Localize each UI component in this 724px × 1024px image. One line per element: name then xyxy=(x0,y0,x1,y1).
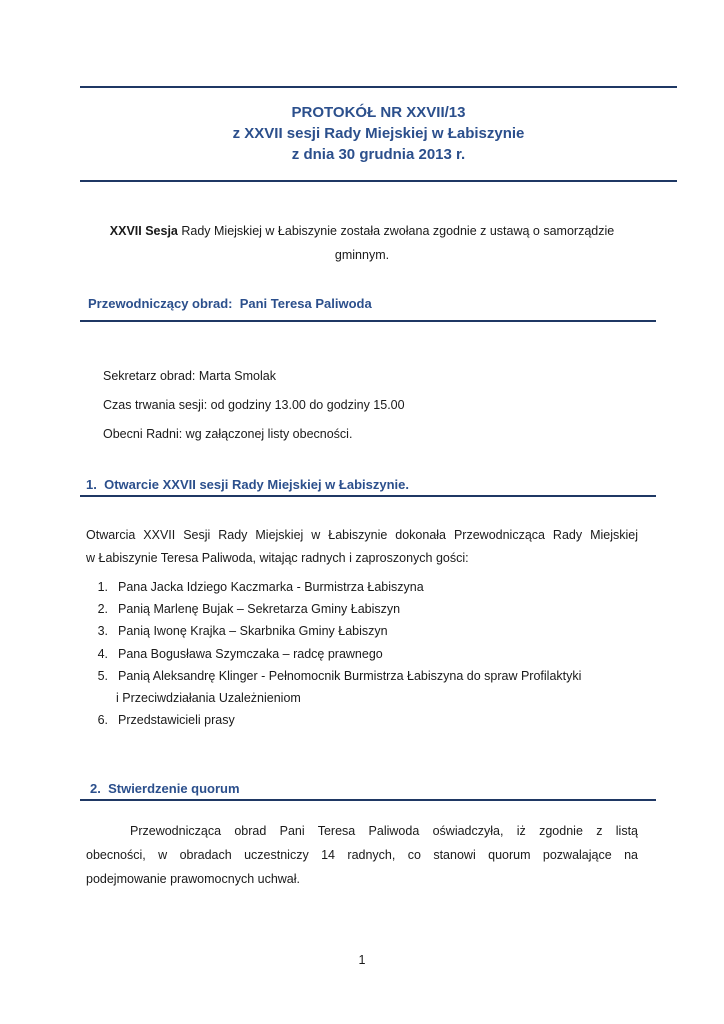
secretary-line: Sekretarz obrad: Marta Smolak xyxy=(103,369,276,383)
document-title-line1: PROTOKÓŁ NR XXVII/13 xyxy=(291,104,466,121)
section2-heading-rule xyxy=(80,799,656,801)
section2-paragraph-line3: podejmowanie prawomocnych uchwał. xyxy=(86,872,301,886)
list-item xyxy=(94,623,654,639)
document-title-line2: z XXVII sesji Rady Miejskiej w Łabiszynie xyxy=(232,125,525,142)
section2-number: 2. xyxy=(90,781,101,796)
list-item-text: Panią Aleksandrę Klinger - Pełnomocnik Burmistrza Łabiszyna do spraw Profilaktyki xyxy=(118,669,582,683)
section2-heading xyxy=(90,781,240,797)
intro-paragraph-line1 xyxy=(80,223,644,239)
section1-heading xyxy=(86,477,409,493)
intro-bold: XXVII Sesja xyxy=(109,224,178,238)
chair-heading xyxy=(88,296,372,312)
section1-paragraph-line2: w Łabiszynie Teresa Paliwoda, witając radnych i zaproszonych gości: xyxy=(86,551,469,565)
duration-line: Czas trwania sesji: od godziny 13.00 do godziny 15.00 xyxy=(103,398,405,412)
header-bottom-rule xyxy=(80,180,677,182)
intro-paragraph-line2: gminnym. xyxy=(334,248,390,262)
list-item-text: Panią Iwonę Krajka – Skarbnika Gminy Łabiszyn xyxy=(118,624,388,638)
list-item xyxy=(94,712,654,728)
list-item-text: Panią Marlenę Bujak – Sekretarza Gminy Łabiszyn xyxy=(118,602,401,616)
section1-number: 1. xyxy=(86,477,97,492)
section1-heading-rule xyxy=(80,495,656,497)
list-item-number: 6. xyxy=(97,713,108,727)
list-item-number: 3. xyxy=(97,624,108,638)
list-item xyxy=(94,646,654,662)
present-line: Obecni Radni: wg załączonej listy obecności. xyxy=(103,427,353,441)
header-top-rule xyxy=(80,86,677,88)
chair-heading-rule xyxy=(80,320,656,322)
list-item-number: 2. xyxy=(97,602,108,616)
page-number: 1 xyxy=(358,953,366,967)
list-item xyxy=(94,579,654,595)
list-item xyxy=(94,668,654,684)
list-item-text: Pana Bogusława Szymczaka – radcę prawnego xyxy=(118,647,383,661)
list-item-continuation: i Przeciwdziałania Uzależnieniom xyxy=(116,691,301,705)
list-item xyxy=(94,601,654,617)
list-item-text: Pana Jacka Idziego Kaczmarka - Burmistrza Łabiszyna xyxy=(118,580,424,594)
section1-paragraph-line1: Otwarcia XXVII Sesji Rady Miejskiej w Łabiszynie dokonała Przewodnicząca Rady Miejskiej xyxy=(86,528,638,542)
section2-paragraph-line1: Przewodnicząca obrad Pani Teresa Paliwoda oświadczyła, iż zgodnie z listą xyxy=(130,824,638,838)
list-item-number: 5. xyxy=(97,669,108,683)
section2-paragraph-line2: obecności, w obradach uczestniczy 14 radnych, co stanowi quorum pozwalające na xyxy=(86,848,638,862)
list-item-number: 1. xyxy=(97,580,108,594)
document-title-line3: z dnia 30 grudnia 2013 r. xyxy=(291,146,466,163)
chair-value: Pani Teresa Paliwoda xyxy=(239,296,372,311)
chair-label: Przewodniczący obrad: xyxy=(88,296,233,311)
intro-rest: Rady Miejskiej w Łabiszynie została zwołana zgodnie z ustawą o samorządzie xyxy=(177,224,615,238)
section2-title: Stwierdzenie quorum xyxy=(108,781,240,796)
list-item-number: 4. xyxy=(97,647,108,661)
list-item-text: Przedstawicieli prasy xyxy=(118,713,235,727)
section1-title: Otwarcie XXVII sesji Rady Miejskiej w Łabiszynie. xyxy=(104,477,409,492)
